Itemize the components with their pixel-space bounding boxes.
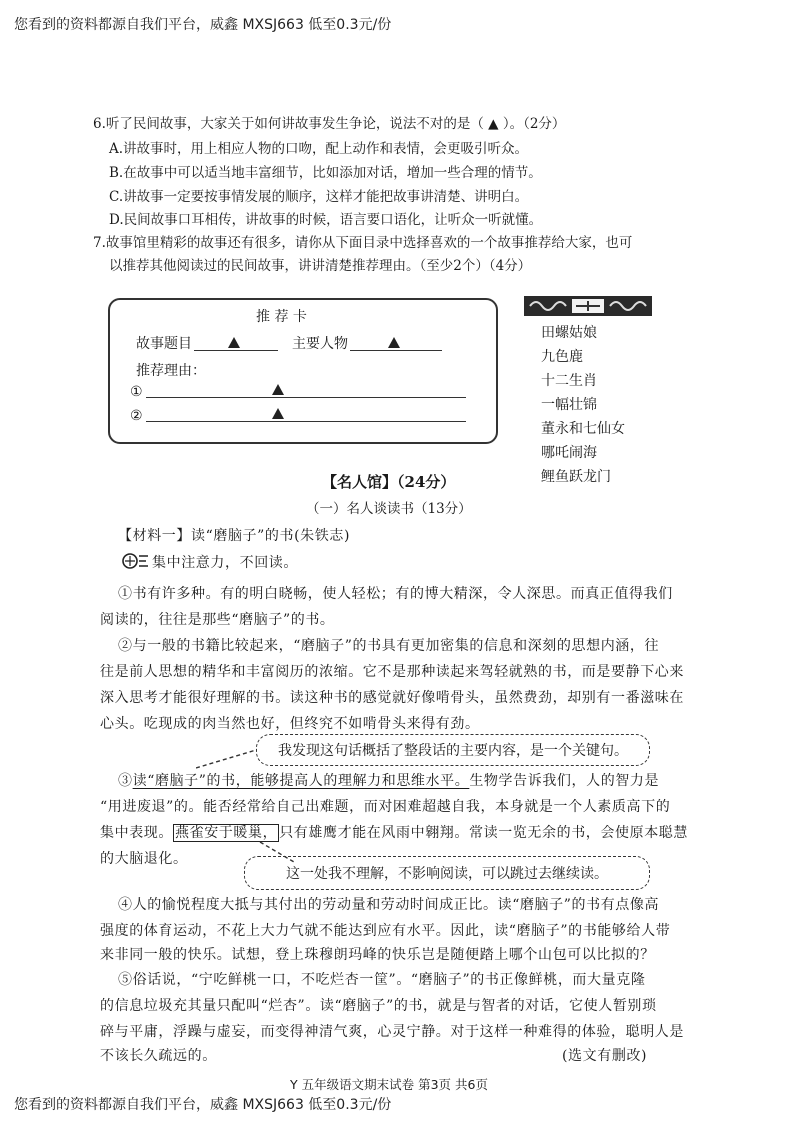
story-title-label: 故事题目 [136, 336, 192, 352]
section-subtitle: （一）名人谈读书（13分） [306, 501, 472, 517]
directory-item: 田螺姑娘 [541, 325, 597, 341]
main-character-label: 主要人物 [292, 336, 348, 352]
directory-item: 九色鹿 [541, 349, 583, 365]
boxed-phrase: 燕雀安于暖巢， [175, 825, 278, 841]
material-title: 【材料一】读“磨脑子”的书(朱铁志) [118, 528, 351, 544]
paragraph-2-line-2: 往是前人思想的精华和丰富阅历的浓缩。它不是那种读起来驾轻就熟的书，而是要静下心来 [100, 664, 684, 680]
paragraph-2-line-4: 心头。吃现成的肉当然也好，但终究不如啃骨头来得有劲。 [100, 716, 480, 732]
paragraph-5-line-4: 不该长久疏远的。 [100, 1048, 217, 1064]
paragraph-4-line-2: 强度的体育运动，不花上大力气就不能达到应有水平。因此，读“磨脑子”的书能够给人带 [100, 923, 671, 939]
page-footer: Y 五年级语文期末试卷 第3页 共6页 [290, 1077, 488, 1092]
key-sentence: 读“磨脑子”的书，能够提高人的理解力和思维水平。 [132, 773, 470, 789]
question-6-stem: 6.听了民间故事，大家关于如何讲故事发生争论，说法不对的是（ ▲ ）。（2分） [93, 116, 566, 132]
focus-hint: 集中注意力，不回读。 [152, 555, 298, 571]
directory-decorative-header [524, 293, 652, 319]
paragraph-3-line-2: “用进废退”的。能否经常给自己出难题，而对困难超越自我，本身就是一个人素质高下的 [100, 799, 671, 815]
story-title-blank[interactable] [194, 350, 278, 351]
paragraph-3-line-1-rest: 生物学告诉我们，人的智力是 [469, 773, 660, 789]
question-7-line-1: 7.故事馆里精彩的故事还有很多，请你从下面目录中选择喜欢的一个故事推荐给大家，也可 [93, 235, 633, 251]
watermark-top: 您看到的资料都源自我们平台，威鑫 MXSJ663 低至0.3元/份 [14, 17, 392, 33]
directory-item: 一幅壮锦 [541, 397, 597, 413]
annotation-bubble-key-sentence: 我发现这句话概括了整段话的主要内容，是一个关键句。 [256, 734, 650, 766]
paragraph-4-line-1: ④人的愉悦程度大抵与其付出的劳动量和劳动时间成正比。读“磨脑子”的书有点像高 [118, 897, 660, 913]
recommendation-card [108, 298, 498, 444]
question-6-option-b: B.在故事中可以适当地丰富细节，比如添加对话，增加一些合理的情节。 [109, 165, 542, 181]
directory-item: 十二生肖 [541, 373, 597, 389]
main-character-blank[interactable] [350, 350, 442, 351]
paragraph-1-line-1: ①书有许多种。有的明白晓畅，使人轻松；有的博大精深，令人深思。而真正值得我们 [118, 586, 673, 602]
paragraph-4-line-3: 来非同一般的快乐。试想，登上珠穆朗玛峰的快乐岂是随便踏上哪个山包可以比拟的？ [100, 947, 655, 963]
paragraph-3-number: ③ [118, 773, 133, 789]
card-title: 推 荐 卡 [256, 309, 307, 325]
paragraph-2-line-1: ②与一般的书籍比较起来，“磨脑子”的书具有更加密集的信息和深刻的思想内涵，往 [118, 638, 660, 654]
paragraph-2-line-3: 深入思考才能很好理解的书。读这种书的感觉就好像啃骨头，虽然费劲，却别有一番滋味在 [100, 690, 684, 706]
directory-item: 哪吒闹海 [541, 445, 597, 461]
paragraph-5-line-2: 的信息垃圾充其量只配叫“烂杏”。读“磨脑子”的书，就是与智者的对话，它使人暂别琐 [100, 998, 657, 1014]
paragraph-3-line-3 [100, 822, 688, 842]
section-title: 【名人馆】（24分） [322, 473, 456, 491]
annotation-pointer [196, 748, 258, 770]
source-note: (选文有删改) [562, 1048, 648, 1064]
directory-item: 鲤鱼跃龙门 [541, 469, 611, 485]
paragraph-3-line-3-pre: 集中表现。 [100, 825, 173, 841]
paragraph-3-line-1 [118, 770, 659, 790]
answer-triangle-icon [272, 384, 284, 395]
question-6-option-c: C.讲故事一定要按事情发展的顺序，这样才能把故事讲清楚、讲明白。 [109, 189, 529, 205]
reason-item-1-blank[interactable] [146, 397, 466, 398]
reason-label: 推荐理由： [136, 363, 206, 379]
watermark-bottom: 您看到的资料都源自我们平台，威鑫 MXSJ663 低至0.3元/份 [14, 1097, 392, 1113]
paragraph-3-line-4: 的大脑退化。 [100, 851, 188, 867]
question-6-option-d: D.民间故事口耳相传，讲故事的时候，语言要口语化，让听众一听就懂。 [109, 212, 543, 228]
reason-item-2-blank[interactable] [146, 421, 466, 422]
question-6-option-a: A.讲故事时，用上相应人物的口吻，配上动作和表情，会更吸引听众。 [109, 141, 529, 157]
question-7-line-2: 以推荐其他阅读过的民间故事，讲讲清楚推荐理由。（至少2个）（4分） [109, 258, 532, 274]
answer-triangle-icon [388, 337, 400, 348]
paragraph-5-line-3: 碎与平庸，浮躁与虚妄，而变得神清气爽，心灵宁静。对于这样一种难得的体验，聪明人是 [100, 1024, 684, 1040]
answer-triangle-icon [272, 408, 284, 419]
paragraph-1-line-2: 阅读的，往往是那些“磨脑子”的书。 [100, 612, 335, 628]
directory-item: 董永和七仙女 [541, 421, 625, 437]
answer-triangle-icon [228, 337, 240, 348]
paragraph-3-line-3-post: 只有雄鹰才能在风雨中翱翔。常读一览无余的书，会使原本聪慧 [279, 825, 689, 841]
reason-item-1-marker: ① [130, 384, 143, 400]
reading-method-icon [120, 551, 150, 575]
reason-item-2-marker: ② [130, 408, 143, 424]
annotation-bubble-skip: 这一处我不理解，不影响阅读，可以跳过去继续读。 [244, 856, 650, 890]
paragraph-5-line-1: ⑤俗话说，“宁吃鲜桃一口，不吃烂杏一筐”。“磨脑子”的书正像鲜桃，而大量克隆 [118, 972, 646, 988]
